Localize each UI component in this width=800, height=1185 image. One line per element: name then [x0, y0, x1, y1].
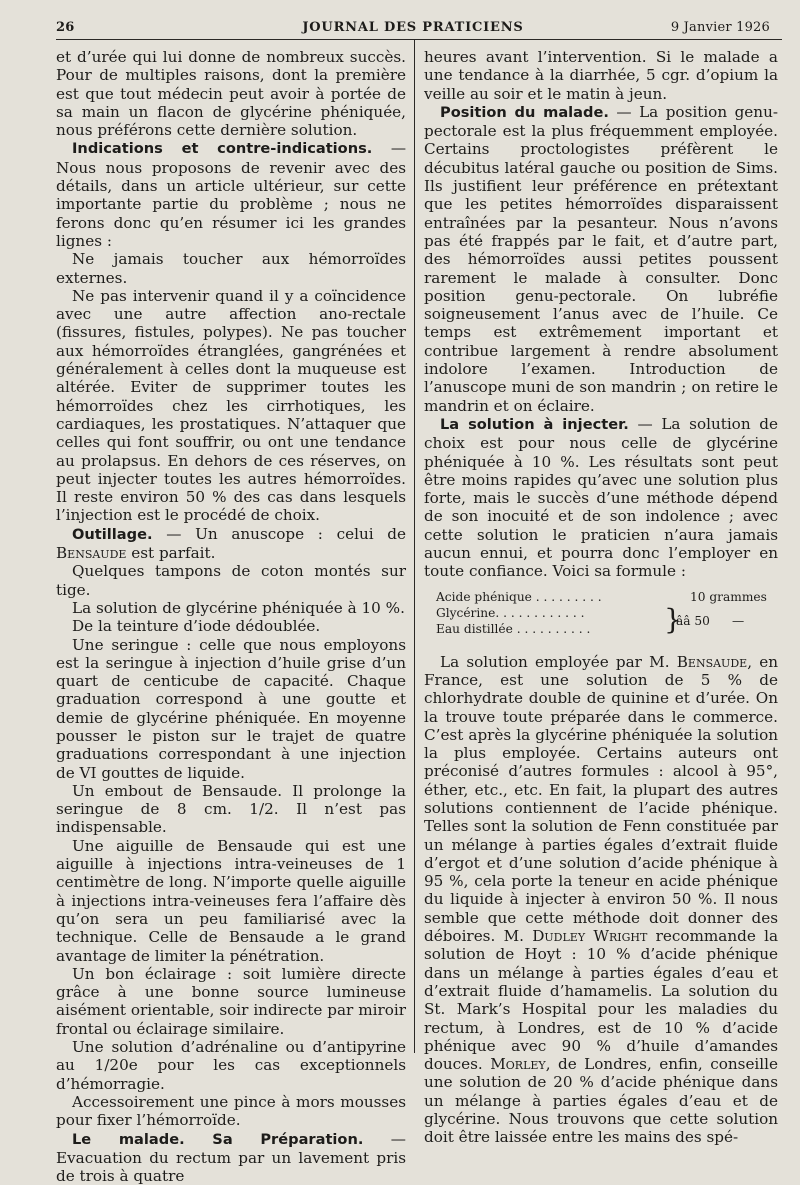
outillage-paragraph [56, 525, 406, 563]
paragraph-text: — Un anuscope : celui de [152, 524, 406, 543]
paragraph: Ne pas intervenir quand il y a coïncidence avec une autre affection ano-rectale (fissures, fistules, polypes). Ne pas toucher aux hémorroïdes étranglées, gangrénées et généralement à celles dont la muqueuse est altérée. Eviter de supprimer toutes les hémorroïdes chez les cirrhotiques, les cardiaques, les prostatiques. N’attaquer que celles qui font souffrir, ou ont une tendance au prolapsus. En dehors de ces réserves, on peut injecter toutes les autres hémorroïdes. Il reste environ 50 % des cas dans lesquels l’injection est le procédé de choix. [56, 286, 406, 525]
paragraph: Un bon éclairage : soit lumière directe grâce à une bonne source lumineuse aisément orientable, soir indirecte par miroir frontal ou éclairage similaire. [56, 964, 406, 1038]
paragraph: Une solution d’adrénaline ou d’antipyrine au 1/20e pour les cas exceptionnels d’hémorragie. [56, 1038, 406, 1093]
paragraph: et d’urée qui lui donne de nombreux succès. Pour de multiples raisons, dont la première est que tout médecin peut avoir à portée de sa main un flacon de glycérine phéniquée, nous préférons cette dernière solution. [56, 48, 406, 140]
section-heading: Indications et contre-indications. [72, 140, 373, 158]
paragraph: Un embout de Bensaude. Il prolonge la seringue de 8 cm. 1/2. Il n’est pas indispensable. [56, 781, 406, 837]
paragraph: Une aiguille de Bensaude qui est une aiguille à injections intra-veineuses de 1 centimètre de long. N’importe quelle aiguille à injections intra-veineuses fera l’affaire dès qu’on sera un peu familiarisé avec la technique. Celle de Bensaude a le grand avantage de limiter la pénétration. [56, 836, 406, 965]
formula-line: Glycérine. . . . . . . . . . . . [436, 605, 585, 620]
formula-line: Acide phénique . . . . . . . . . [436, 589, 602, 604]
indications-paragraph [56, 139, 406, 250]
section-heading: Outillage. [72, 525, 153, 543]
column-divider [414, 40, 415, 1053]
section-heading: Le malade. Sa Préparation. [72, 1130, 364, 1148]
paragraph: Une seringue : celle que nous employons est la seringue à injection d’huile grise d’un quart de centicube de capacité. Chaque graduation correspond à une goutte et demie de glycérine phéniquée. En moyenne pousser le piston sur le trajet de quatre graduations correspondant à une injection de VI gouttes de liquide. [56, 635, 406, 782]
journal-title: JOURNAL DES PRATICIENS [302, 20, 524, 35]
issue-date: 9 Janvier 1926 [670, 20, 770, 35]
formula-amount: ââ 50 [676, 613, 710, 628]
paragraph [424, 653, 778, 1147]
paragraph-text: — La position genu-pectorale est la plus fréquemment employée. Certains proctologistes préfèrent le décubitus latéral gauche ou position de Sims. Ils justifient leur préférence en prétextant que les petites hémorroïdes disparaissent entraînées par la pesanteur. Nous n’avons pas été frappés par le fait, et d’autre part, des hémorroïdes aussi petites poussent rarement le malade à consulter. Donc position genu-pectorale. On lubréfie soigneusement l’anus avec de l’huile. Ce temps est extrêmement important et contribue largement à rendre absolument indolore l’examen. Introduction de l’anuscope muni de son mandrin ; on retire le mandrin et on éclaire. [424, 102, 778, 415]
running-header [56, 18, 770, 40]
malade-paragraph [56, 1130, 406, 1185]
solution-paragraph [424, 415, 778, 581]
paragraph: La solution de glycérine phéniquée à 10 %. [72, 598, 405, 617]
paragraph: Quelques tampons de coton montés sur tige. [56, 562, 406, 599]
page-number: 26 [56, 20, 75, 35]
section-heading: Position du malade. [440, 103, 609, 121]
left-column [56, 48, 406, 1185]
paragraph-text: recommande la solution de Hoyt : 10 % d’acide phénique dans un mélange à parties égales d’eau et d’extrait fluide d’hamamelis. La solution du St. Mark’s Hospital pour les maladies du rectum, à Londres, est de 10 % d’acide phénique avec 90 % d’huile d’amandes douces. [424, 927, 778, 1074]
formula-brace: } [664, 602, 682, 636]
formula-block [436, 589, 778, 639]
author-name: Bensaude [676, 652, 748, 671]
right-column [424, 48, 778, 1147]
paragraph-text: , en France, est une solution de 5 % de chlorhydrate double de quinine et d’urée. On la trouve toute préparée dans le commerce. C’est après la glycérine phéniquée la solution la plus employée. Certains auteurs ont préconisé d’autres formules : alcool à 95°, éther, etc., etc. En fait, la plupart des autres solutions contiennent de l’acide phénique. Telles sont la solution de Fenn constituée par un mélange à parties égales d’extrait fluide d’ergot et d’une solution d’acide phénique à 95 %, cela porte la teneur en acide phénique du liquide à injecter à environ 50 %. Il nous semble que cette méthode doit donner des déboires. M. [424, 652, 778, 946]
header-rule [56, 39, 782, 40]
paragraph-text: La solution employée par M. [440, 652, 677, 671]
paragraph-text: — La solution de choix est pour nous celle de glycérine phéniquée à 10 %. Les résultats sont peut être moins rapides qu’avec une solution plus forte, mais le succès d’une méthode dépend de son inocuité et de son indolence ; avec cette solution le praticien n’aura jamais aucun ennui, et pourra donc l’employer en toute confiance. Voici sa formule : [424, 414, 779, 581]
paragraph: Accessoirement une pince à mors mousses pour fixer l’hémorroïde. [56, 1092, 406, 1130]
author-name: Bensaude [56, 544, 127, 563]
paragraph-text: — Evacuation du rectum par un lavement pris de trois à quatre [56, 1129, 406, 1185]
paragraph-text: — Nous nous proposons de revenir avec des détails, dans un article ultérieur, sur cette importante partie du problème ; nous ne ferons donc qu’en résumer ici les grandes lignes : [56, 139, 407, 250]
author-name: Dudley Wright [532, 927, 648, 946]
paragraph-text: est parfait. [126, 544, 216, 563]
author-name: Morley [490, 1055, 546, 1074]
paragraph: Ne jamais toucher aux hémorroïdes externes. [56, 250, 406, 287]
formula-line: Eau distillée . . . . . . . . . . [436, 621, 591, 636]
paragraph: heures avant l’intervention. Si le malade a une tendance à la diarrhée, 5 cgr. d’opium la veille au soir et le matin à jeun. [424, 48, 778, 103]
section-heading: La solution à injecter. [440, 415, 629, 433]
position-paragraph [424, 103, 778, 415]
formula-dash: — [732, 613, 745, 628]
formula-amount: 10 grammes [690, 589, 767, 604]
paragraph: De la teinture d’iode dédoublée. [72, 617, 321, 636]
paragraph-text: , de Londres, enfin, conseille une solution de 20 % d’acide phénique dans un mélange à parties égales d’eau et de glycérine. Nous trouvons que cette solution doit être laissée entre les mains des spé- [424, 1055, 778, 1147]
